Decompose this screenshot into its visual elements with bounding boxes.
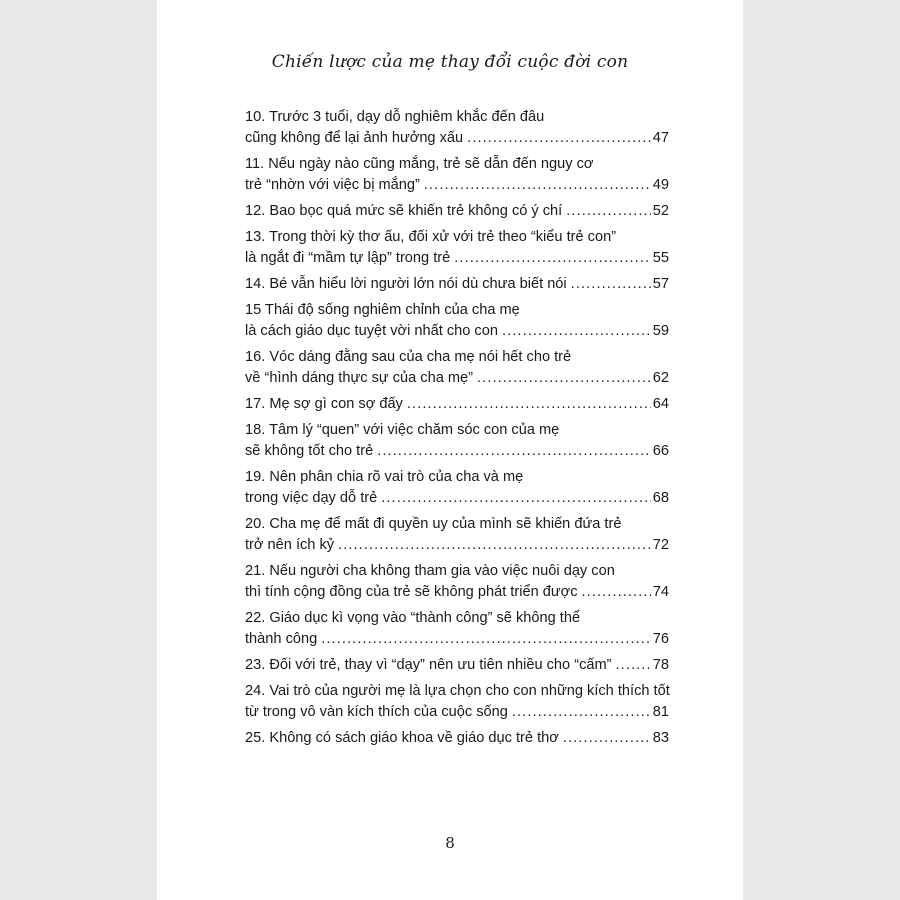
toc-entry-line <box>245 582 669 603</box>
toc-entry-title: từ trong vô vàn kích thích của cuộc sống <box>245 704 508 720</box>
toc-entry <box>245 561 669 603</box>
toc-entry-title: 21. Nếu người cha không tham gia vào việc nuôi dạy con <box>245 563 615 579</box>
toc-entry-title: trẻ “nhờn với việc bị mắng” <box>245 177 420 193</box>
toc-entry-title: thành công <box>245 631 318 647</box>
toc-page-number: 68 <box>652 490 669 506</box>
book-page <box>157 0 743 900</box>
dot-leader <box>563 728 651 749</box>
toc-entry-line <box>245 201 669 222</box>
toc-page-number: 74 <box>652 584 669 600</box>
toc-entry-line <box>245 107 669 128</box>
toc-entry-title: 19. Nên phân chia rõ vai trò của cha và mẹ <box>245 469 524 485</box>
dot-leader <box>477 368 651 389</box>
toc-entry-line <box>245 702 669 723</box>
toc-page-number: 81 <box>652 704 669 720</box>
toc-entry <box>245 655 669 676</box>
toc-entry-line <box>245 175 669 196</box>
toc-entry-line <box>245 629 669 650</box>
toc-entry-title: 15 Thái độ sống nghiêm chỉnh của cha mẹ <box>245 302 520 318</box>
dot-leader <box>582 582 651 603</box>
toc-entry <box>245 394 669 415</box>
toc-entry-line <box>245 128 669 149</box>
toc-entry-title: 16. Vóc dáng đằng sau của cha mẹ nói hết cho trẻ <box>245 349 572 365</box>
dot-leader <box>512 702 651 723</box>
dot-leader <box>424 175 651 196</box>
toc-entry <box>245 274 669 295</box>
toc-page-number: 57 <box>652 276 669 292</box>
dot-leader <box>467 128 651 149</box>
table-of-contents <box>245 107 669 754</box>
dot-leader <box>407 394 651 415</box>
toc-entry-line <box>245 347 669 368</box>
toc-entry <box>245 514 669 556</box>
toc-entry-title: 25. Không có sách giáo khoa về giáo dục trẻ thơ <box>245 730 559 746</box>
dot-leader <box>381 488 651 509</box>
toc-entry <box>245 154 669 196</box>
toc-page-number: 55 <box>652 250 669 266</box>
toc-entry-title: 12. Bao bọc quá mức sẽ khiến trẻ không có ý chí <box>245 203 563 219</box>
toc-entry-line <box>245 681 669 702</box>
toc-entry-line <box>245 728 669 749</box>
dot-leader <box>321 629 651 650</box>
page-number: 8 <box>445 834 455 852</box>
toc-entry <box>245 201 669 222</box>
toc-entry-line <box>245 467 669 488</box>
toc-page-number: 64 <box>652 396 669 412</box>
toc-entry-line <box>245 420 669 441</box>
toc-page-number: 76 <box>652 631 669 647</box>
toc-page-number: 52 <box>652 203 669 219</box>
toc-entry-title: trong việc dạy dỗ trẻ <box>245 490 378 506</box>
dot-leader <box>338 535 651 556</box>
toc-page-number: 47 <box>652 130 669 146</box>
toc-entry-title: 18. Tâm lý “quen” với việc chăm sóc con của mẹ <box>245 422 560 438</box>
toc-entry-title: 13. Trong thời kỳ thơ ấu, đối xử với trẻ theo “kiểu trẻ con” <box>245 229 617 245</box>
dot-leader <box>566 201 651 222</box>
toc-page-number: 72 <box>652 537 669 553</box>
dot-leader <box>454 248 651 269</box>
toc-page-number: 66 <box>652 443 669 459</box>
toc-entry-title: 24. Vai trò của người mẹ là lựa chọn cho con những kích thích tốt <box>245 683 670 699</box>
toc-entry <box>245 420 669 462</box>
toc-entry-title: 17. Mẹ sợ gì con sợ đấy <box>245 396 403 412</box>
toc-entry-title: 14. Bé vẫn hiểu lời người lớn nói dù chưa biết nói <box>245 276 567 292</box>
toc-entry-title: về “hình dáng thực sự của cha mẹ” <box>245 370 474 386</box>
toc-page-number: 62 <box>652 370 669 386</box>
toc-entry-line <box>245 394 669 415</box>
toc-entry-line <box>245 368 669 389</box>
dot-leader <box>377 441 651 462</box>
toc-entry-line <box>245 441 669 462</box>
toc-entry-title: 11. Nếu ngày nào cũng mắng, trẻ sẽ dẫn đến nguy cơ <box>245 156 594 172</box>
toc-entry-line <box>245 655 669 676</box>
toc-entry <box>245 681 669 723</box>
toc-entry-line <box>245 248 669 269</box>
toc-entry-title: là cách giáo dục tuyệt vời nhất cho con <box>245 323 498 339</box>
toc-entry <box>245 300 669 342</box>
toc-entry-line <box>245 227 669 248</box>
dot-leader <box>571 274 651 295</box>
toc-entry-title: 23. Đối với trẻ, thay vì “dạy” nên ưu tiên nhiều cho “cấm” <box>245 657 612 673</box>
toc-entry-line <box>245 300 669 321</box>
toc-entry-line <box>245 488 669 509</box>
toc-entry-line <box>245 321 669 342</box>
toc-entry-title: trở nên ích kỷ <box>245 537 335 553</box>
toc-entry <box>245 467 669 509</box>
running-header: Chiến lược của mẹ thay đổi cuộc đời con <box>271 52 629 72</box>
dot-leader <box>502 321 651 342</box>
toc-entry <box>245 728 669 749</box>
toc-entry <box>245 107 669 149</box>
toc-entry-line <box>245 514 669 535</box>
toc-entry <box>245 608 669 650</box>
toc-entry-title: 22. Giáo dục kì vọng vào “thành công” sẽ không thể <box>245 610 581 626</box>
toc-page-number: 78 <box>652 657 669 673</box>
toc-entry-line <box>245 561 669 582</box>
toc-entry <box>245 347 669 389</box>
toc-entry-title: thì tính cộng đồng của trẻ sẽ không phát triển được <box>245 584 578 600</box>
toc-entry-title: cũng không để lại ảnh hưởng xấu <box>245 130 464 146</box>
toc-entry-title: 20. Cha mẹ để mất đi quyền uy của mình sẽ khiến đứa trẻ <box>245 516 622 532</box>
toc-page-number: 49 <box>652 177 669 193</box>
toc-entry-line <box>245 535 669 556</box>
toc-entry-title: là ngắt đi “mầm tự lập” trong trẻ <box>245 250 451 266</box>
toc-entry-title: 10. Trước 3 tuổi, dạy dỗ nghiêm khắc đến đâu <box>245 109 545 125</box>
toc-entry <box>245 227 669 269</box>
dot-leader <box>616 655 651 676</box>
toc-entry-line <box>245 608 669 629</box>
toc-entry-title: sẽ không tốt cho trẻ <box>245 443 374 459</box>
toc-page-number: 59 <box>652 323 669 339</box>
toc-entry-line <box>245 274 669 295</box>
toc-entry-line <box>245 154 669 175</box>
toc-page-number: 83 <box>652 730 669 746</box>
